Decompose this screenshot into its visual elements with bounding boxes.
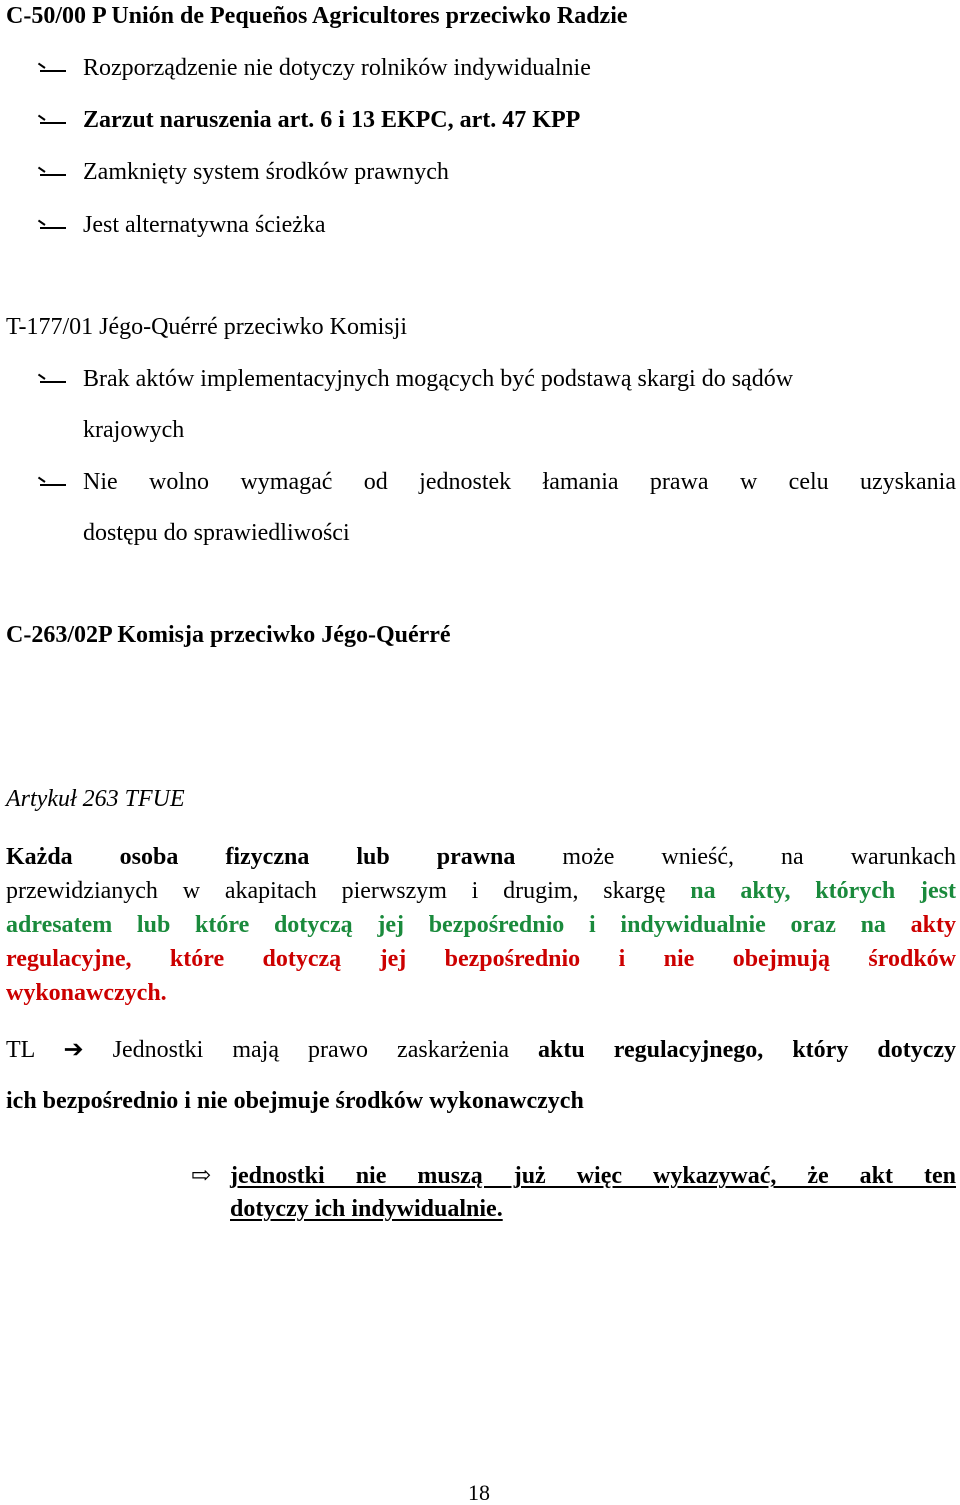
article-line-1: Każda osoba fizyczna lub prawna może wnieść, na warunkach	[6, 844, 956, 870]
dash-bullet-icon	[40, 122, 66, 124]
dash-bullet-icon	[40, 484, 66, 486]
hollow-arrow-icon: ⇨	[191, 1163, 212, 1189]
case-heading-c263: C-263/02P Komisja przeciwko Jégo-Quérré	[6, 622, 451, 648]
conclusion-line-1: jednostki nie muszą już więc wykazywać, że akt ten	[230, 1163, 956, 1189]
page-number: 18	[468, 1480, 490, 1505]
case-heading-c50: C-50/00 P Unión de Pequeños Agricultores przeciwko Radzie	[6, 3, 628, 29]
tl-line-1: TL ➔ Jednostki mają prawo zaskarżenia aktu regulacyjnego, który dotyczy	[6, 1037, 957, 1063]
article-line-3: adresatem lub które dotyczą jej bezpośrednio i indywidualnie oraz na akty	[6, 912, 956, 938]
dash-bullet-icon	[40, 227, 66, 229]
case-heading-t177: T-177/01 Jégo-Quérré przeciwko Komisji	[6, 314, 408, 340]
article-line-2: przewidzianych w akapitach pierwszym i drugim, skargę na akty, których jest	[6, 878, 956, 904]
dash-bullet-icon	[40, 381, 66, 383]
article-line-5: wykonawczych.	[6, 980, 167, 1006]
article-line-4: regulacyjne, które dotyczą jej bezpośrednio i nie obejmują środków	[6, 946, 956, 972]
dash-bullet-icon	[40, 174, 66, 176]
list-item-continuation: krajowych	[83, 417, 185, 443]
conclusion-line-2: dotyczy ich indywidualnie.	[230, 1196, 503, 1222]
tl-line-2: ich bezpośrednio i nie obejmuje środków wykonawczych	[6, 1088, 584, 1114]
list-item-continuation: dostępu do sprawiedliwości	[83, 520, 350, 546]
article-title: Artykuł 263 TFUE	[6, 786, 185, 812]
dash-bullet-icon	[40, 70, 66, 72]
arrow-right-icon: ➔	[63, 1037, 84, 1063]
